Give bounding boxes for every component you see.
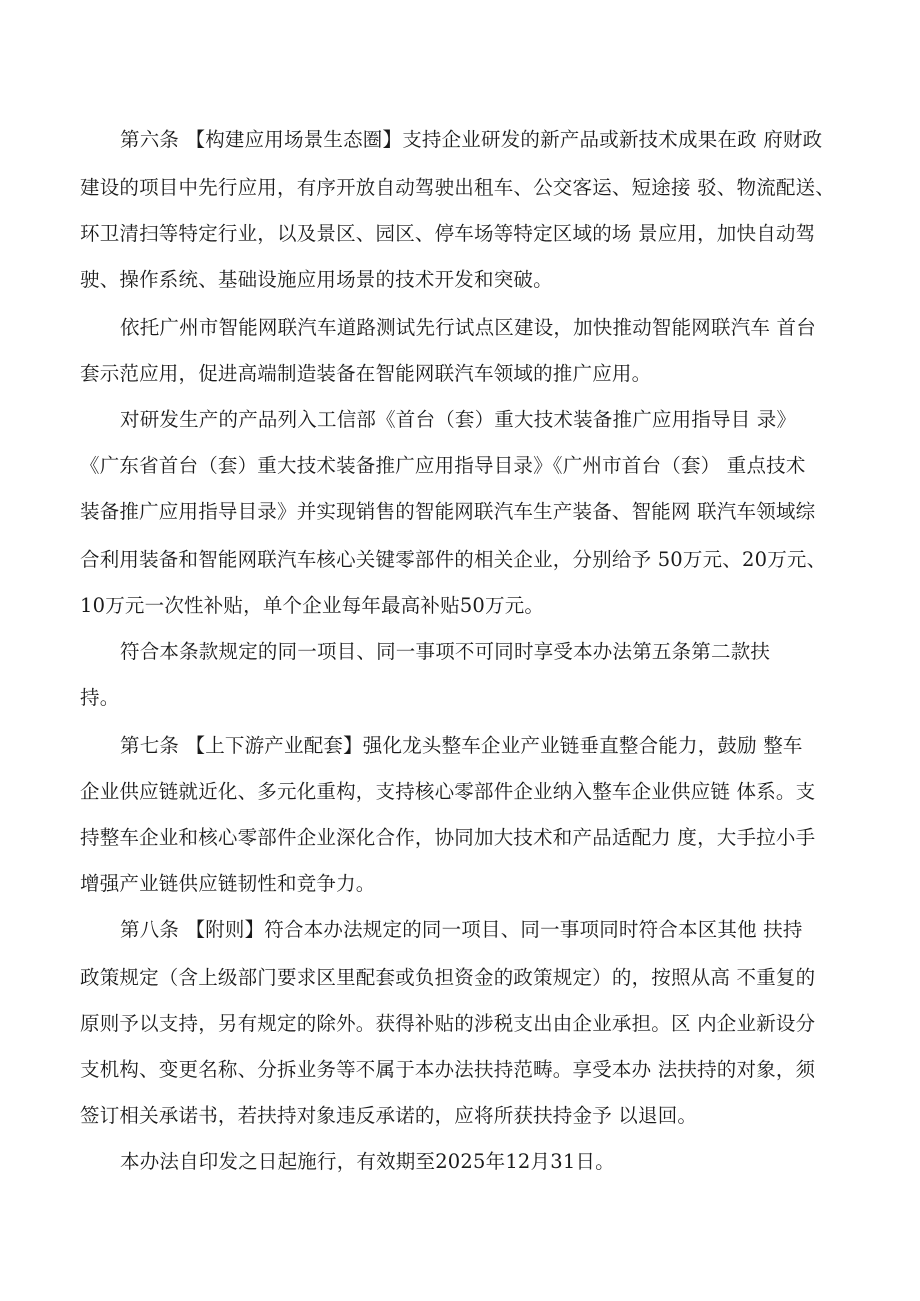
effective-date-line: 本办法自印发之日起施行，有效期至2025年12月31日。 <box>120 1150 615 1173</box>
subsidy-line-4: 合利用装备和智能网联汽车核心关键零部件的相关企业，分别给予 50万元、20万元、 <box>80 548 827 571</box>
exclusion-line-1: 符合本条款规定的同一项目、同一事项不可同时享受本办法第五条第二款扶 <box>120 640 771 663</box>
pilot-zone-line-1: 依托广州市智能网联汽车道路测试先行试点区建设，加快推动智能网联汽车 首台 <box>120 316 816 339</box>
article-8-line-5: 签订相关承诺书，若扶持对象违反承诺的，应将所获扶持金予 以退回。 <box>80 1104 698 1127</box>
article-6-line-1: 第六条 【构建应用场景生态圈】支持企业研发的新产品或新技术成果在政 府财政 <box>120 128 823 151</box>
article-8-line-3: 原则予以支持，另有规定的除外。获得补贴的涉税支出由企业承担。区 内企业新设分 <box>80 1012 816 1035</box>
article-8-line-1: 第八条 【附则】符合本办法规定的同一项目、同一事项同时符合本区其他 扶持 <box>120 918 803 941</box>
article-7-line-1: 第七条 【上下游产业配套】强化龙头整车企业产业链垂直整合能力，鼓励 整车 <box>120 734 803 757</box>
pilot-zone-line-2: 套示范应用，促进高端制造装备在智能网联汽车领域的推广应用。 <box>80 362 652 385</box>
article-6-line-4: 驶、操作系统、基础设施应用场景的技术开发和突破。 <box>80 268 553 291</box>
subsidy-line-2: 《广东省首台（套）重大技术装备推广应用指导目录》《广州市首台（套） 重点技术 <box>80 454 806 477</box>
article-7-line-4: 增强产业链供应链韧性和竞争力。 <box>80 872 376 895</box>
subsidy-line-3: 装备推广应用指导目录》并实现销售的智能网联汽车生产装备、智能网 联汽车领域综 <box>80 500 816 523</box>
article-7-line-2: 企业供应链就近化、多元化重构，支持核心零部件企业纳入整车企业供应链 体系。支 <box>80 780 816 803</box>
subsidy-line-5: 10万元一次性补贴，单个企业每年最高补贴50万元。 <box>80 594 545 617</box>
exclusion-line-2: 持。 <box>80 686 120 709</box>
article-7-line-3: 持整车企业和核心零部件企业深化合作，协同加大技术和产品适配力 度，大手拉小手 <box>80 826 816 849</box>
subsidy-line-1: 对研发生产的产品列入工信部《首台（套）重大技术装备推广应用指导目 录》 <box>120 408 797 431</box>
article-6-line-2: 建设的项目中先行应用，有序开放自动驾驶出租车、公交客运、短途接 驳、物流配送、 <box>80 176 835 199</box>
article-8-line-4: 支机构、变更名称、分拆业务等不属于本办法扶持范畴。享受本办 法扶持的对象，须 <box>80 1058 816 1081</box>
article-6-line-3: 环卫清扫等特定行业，以及景区、园区、停车场等特定区域的场 景应用，加快自动驾 <box>80 222 816 245</box>
article-8-line-2: 政策规定（含上级部门要求区里配套或负担资金的政策规定）的，按照从高 不重复的 <box>80 966 816 989</box>
